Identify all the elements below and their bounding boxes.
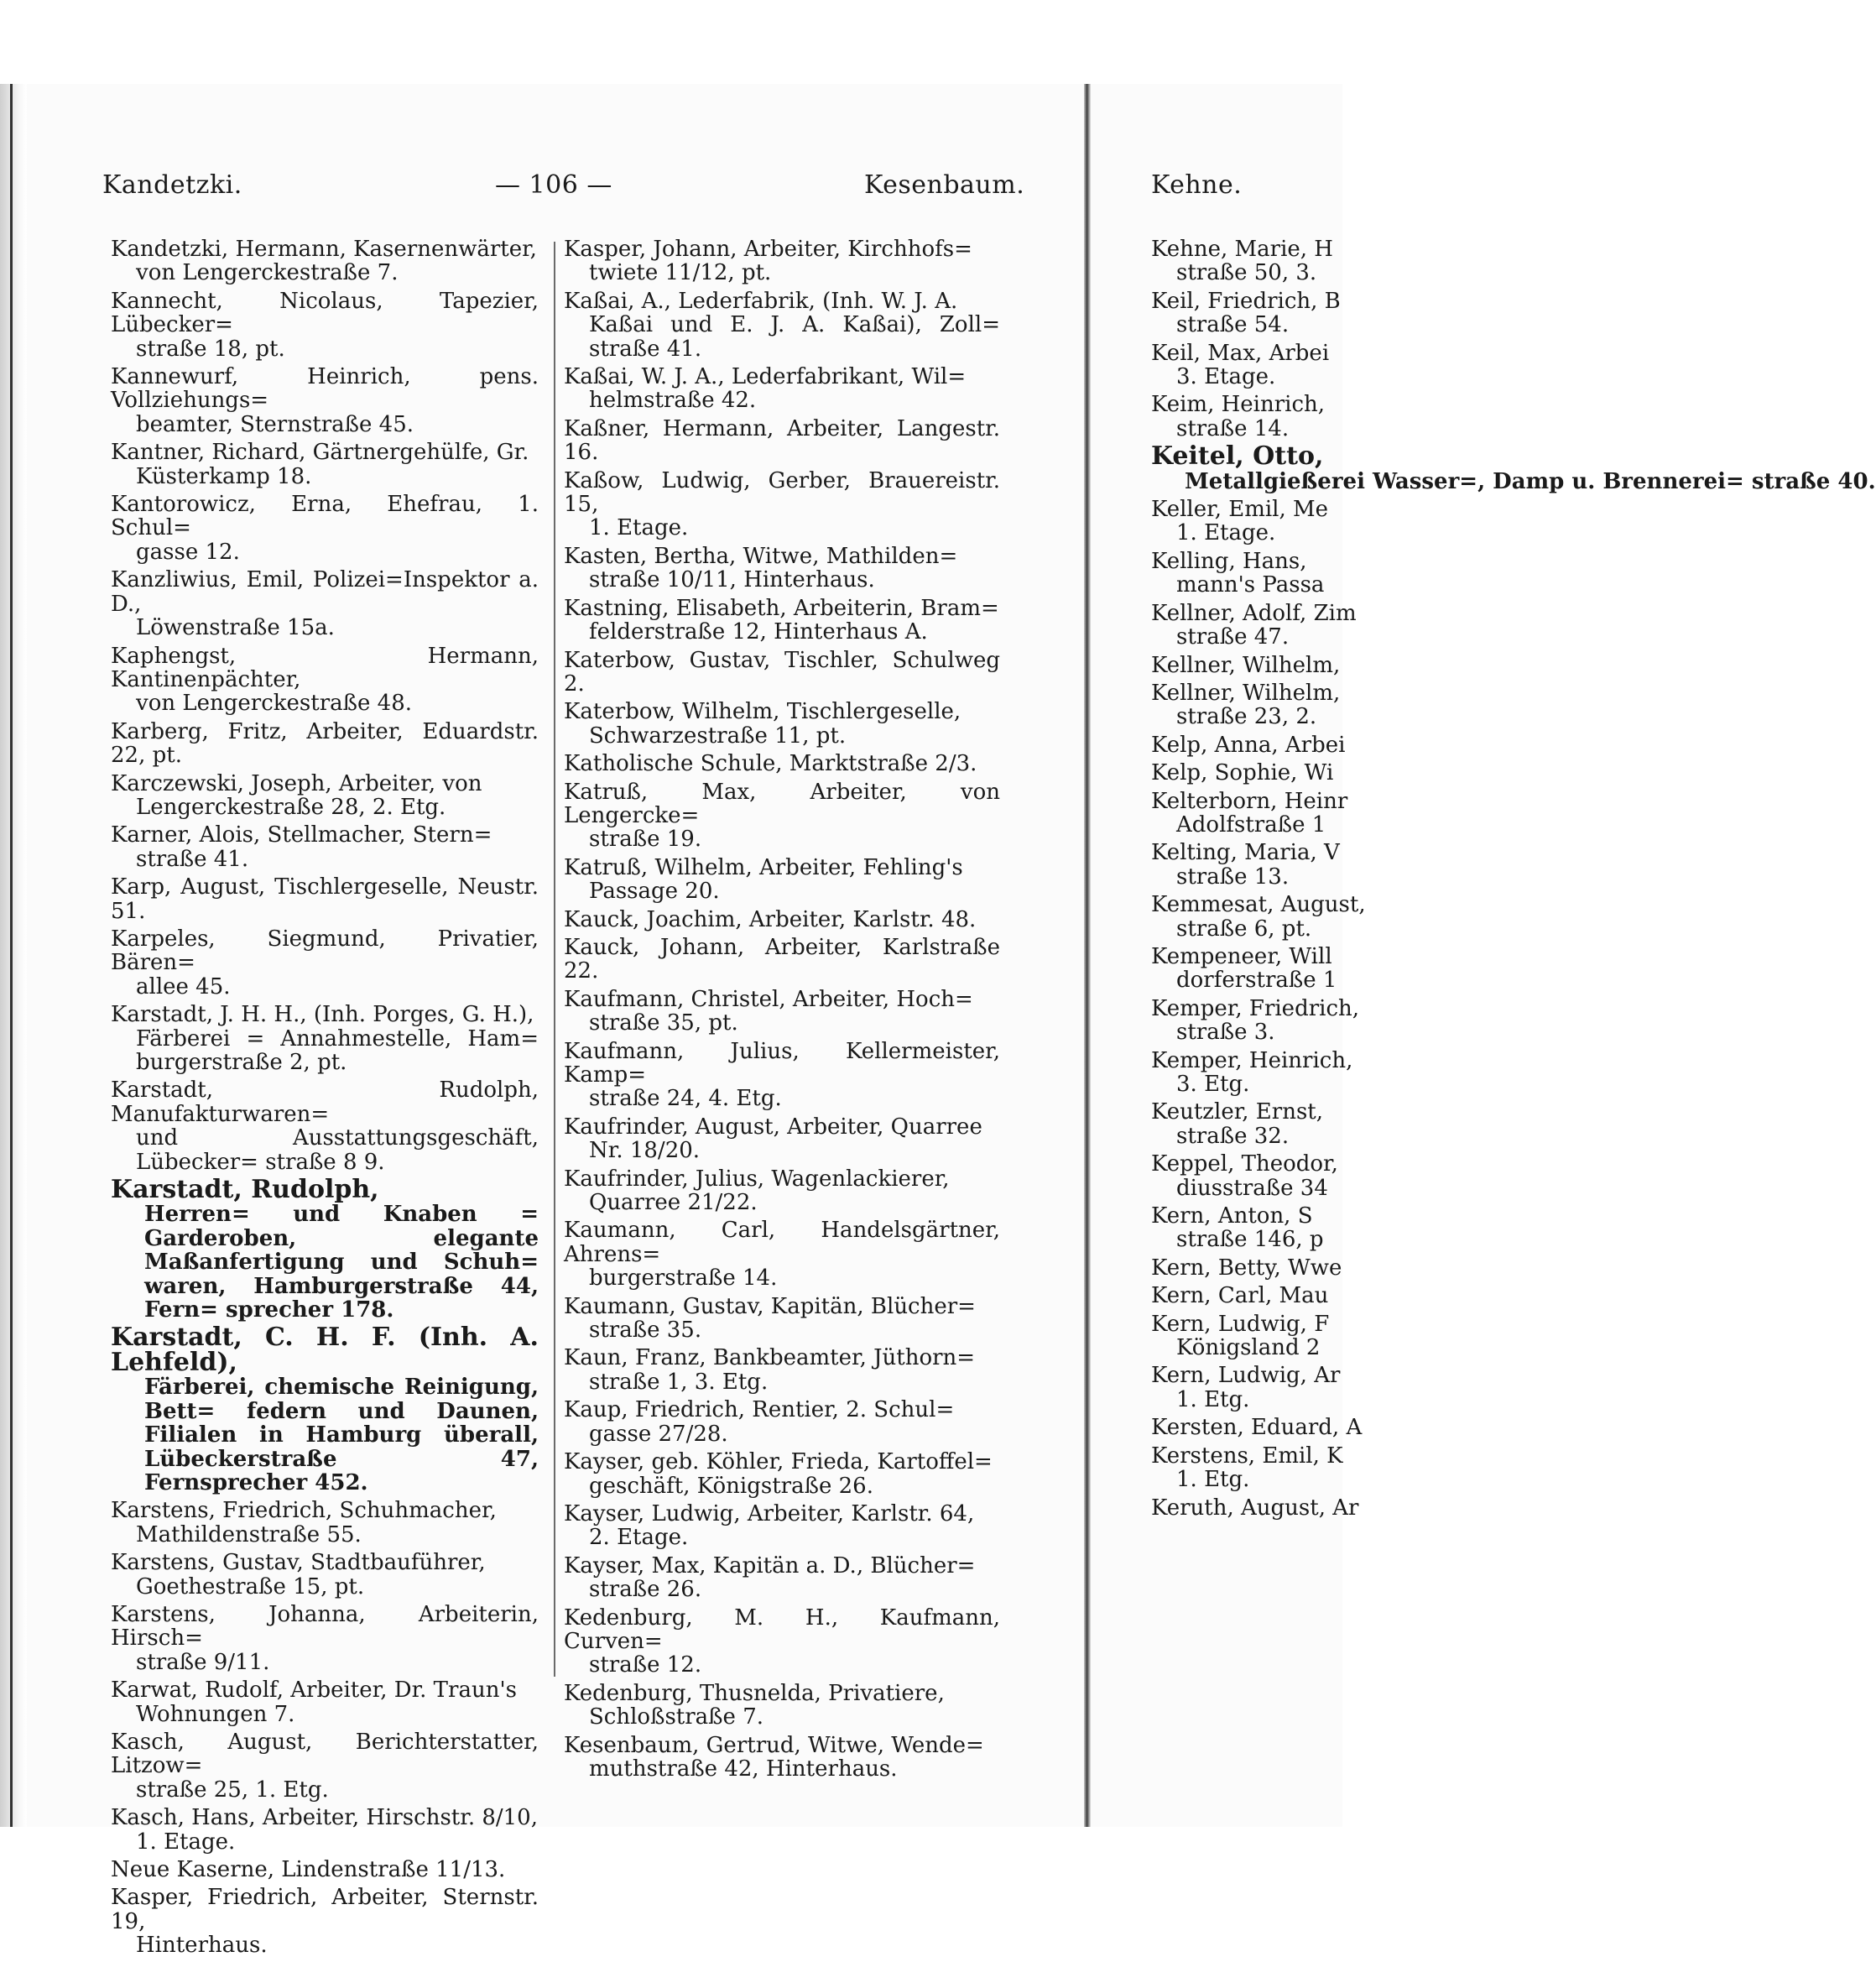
entry-name-line: Kayser, Ludwig, Arbeiter, Karlstr. 64, [564,1500,975,1526]
entry-name-line: Kaßai, W. J. A., Lederfabrikant, Wil= [564,364,967,390]
directory-entry [564,988,1000,1036]
directory-entry [111,875,539,923]
entry-name-line: Keruth, August, Ar [1151,1495,1359,1521]
entry-continuation: felderstraße 12, Hinterhaus A. [589,619,928,645]
entry-name-line: Kaun, Franz, Bankbeamter, Jüthorn= [564,1345,976,1371]
directory-entry [564,780,1000,852]
entry-continuation: straße 32. [1176,1123,1290,1149]
directory-entry [1151,393,1369,441]
entry-continuation: straße 6, pt. [1176,916,1312,942]
entry-continuation: Hinterhaus. [136,1933,268,1959]
entry-name-line: Kasch, Hans, Arbeiter, Hirschstr. 8/10, [111,1805,538,1831]
entry-continuation: straße 35, pt. [589,1010,738,1036]
directory-entry [111,644,539,716]
book-gutter [1084,84,1091,1827]
entry-name-line: Kemper, Heinrich, [1151,1047,1353,1073]
entry-continuation: Herren= und Knaben = Garderoben, elegante Maßanfertigung und Schuh= waren, Hamburgerstraße 44, Fern= sprecher 178. [144,1202,539,1323]
entry-name-line: Kaphengst, Hermann, Kantinenpächter, [111,643,539,692]
entry-name-line: Kelp, Anna, Arbei [1151,732,1346,758]
directory-entry [111,1678,539,1726]
entry-continuation: 1. Etg. [1176,1467,1250,1493]
directory-entry-advertisement [1151,441,1876,494]
directory-entry [1151,1284,1369,1307]
entry-continuation: straße 3. [1176,1020,1275,1046]
directory-entry [1151,1256,1369,1280]
entry-continuation: dorferstraße 1 [1176,968,1337,994]
directory-entry [111,493,539,564]
directory-entry [564,1115,1000,1163]
entry-continuation: diusstraße 34 [1176,1175,1328,1201]
entry-name-line: Kern, Carl, Mau [1151,1283,1329,1309]
entry-name-line: Kauck, Johann, Arbeiter, Karlstraße 22. [564,934,1000,984]
directory-entry [111,927,539,999]
entry-name-line: Keim, Heinrich, [1151,392,1326,418]
entry-continuation: 1. Etage. [589,515,689,541]
entry-continuation: 2. Etage. [589,1525,689,1551]
running-head-right: Kesenbaum. [864,170,1025,200]
directory-entry [564,1040,1000,1111]
directory-entry [111,1003,539,1074]
directory-entry [1151,761,1369,785]
directory-entry [111,1078,539,1174]
directory-entry [1151,893,1369,941]
directory-entry [1151,1364,1369,1411]
directory-entry [1151,498,1369,545]
entry-name-line: Kastning, Elisabeth, Arbeiterin, Bram= [564,595,999,621]
entry-continuation: Löwenstraße 15a. [136,615,335,641]
entry-name-line: Kaufmann, Julius, Kellermeister, Kamp= [564,1038,1000,1088]
entry-name-line: Keutzler, Ernst, [1151,1099,1324,1125]
entry-continuation: 3. Etg. [1176,1072,1250,1097]
entry-name-line: Karstens, Friedrich, Schuhmacher, [111,1498,497,1524]
entry-name-line: Kaufrinder, Julius, Wagenlackierer, [564,1166,950,1192]
entry-name-line: Kesenbaum, Gertrud, Witwe, Wende= [564,1732,984,1758]
directory-entry [1151,945,1369,993]
entry-continuation: Quarree 21/22. [589,1190,758,1216]
entry-name-line: Kelling, Hans, [1151,548,1307,574]
entry-name-line: Kayser, geb. Köhler, Frieda, Kartoffel= [564,1449,993,1475]
entry-name-line: Kern, Ludwig, Ar [1151,1363,1341,1389]
entry-name-line: Keitel, Otto, [1151,441,1324,472]
directory-entry [564,1734,1000,1782]
directory-entry [564,1682,1000,1730]
entry-continuation: 1. Etg. [1176,1386,1250,1412]
entry-continuation: und Ausstattungsgeschäft, Lübecker= straße 8 9. [136,1125,539,1175]
directory-entry [564,290,1000,361]
running-head-left: Kandetzki. [102,170,242,200]
book-edge-line [10,84,13,1827]
entry-continuation: straße 35. [589,1318,702,1344]
entry-continuation: 1. Etage. [136,1829,236,1855]
entry-name-line: Karp, August, Tischlergeselle, Neustr. 51. [111,874,539,924]
entry-continuation: von Lengerckestraße 48. [136,691,412,717]
directory-entry [111,720,539,768]
entry-continuation: straße 41. [136,846,249,872]
directory-column-left [111,237,539,1962]
entry-continuation: straße 1, 3. Etg. [589,1369,769,1395]
entry-name-line: Karstadt, J. H. H., (Inh. Porges, G. H.), [111,1002,534,1028]
entry-continuation: straße 12. [589,1652,702,1678]
entry-name-line: Kaumann, Carl, Handelsgärtner, Ahrens= [564,1218,1000,1267]
entry-name-line: Kehne, Marie, H [1151,237,1333,262]
directory-entry [1151,681,1369,729]
entry-continuation: von Lengerckestraße 7. [136,260,399,286]
directory-entry [564,1167,1000,1215]
directory-entry [1151,342,1369,389]
directory-entry [564,1295,1000,1343]
entry-name-line: Karstadt, Rudolph, Manufakturwaren= [111,1078,539,1127]
directory-entry [564,417,1000,465]
directory-entry [564,856,1000,904]
directory-column-middle [564,237,1000,1785]
entry-name-line: Kasper, Friedrich, Arbeiter, Sternstr. 19, [111,1885,539,1934]
entry-continuation: beamter, Sternstraße 45. [136,411,414,437]
directory-entry [111,365,539,436]
entry-continuation: straße 9/11. [136,1649,270,1675]
entry-name-line: Karstadt, Rudolph, [111,1175,379,1205]
entry-name-line: Keil, Max, Arbei [1151,340,1330,366]
directory-entry [1151,602,1369,650]
directory-entry [1151,1416,1369,1439]
entry-continuation: helmstraße 42. [589,388,757,414]
entry-name-line: Kern, Betty, Wwe [1151,1255,1342,1281]
directory-entry [1151,997,1369,1045]
directory-entry-advertisement [111,1175,539,1323]
directory-entry [564,936,1000,984]
entry-name-line: Katruß, Max, Arbeiter, von Lengercke= [564,779,1000,828]
directory-entry [111,1858,539,1881]
directory-entry [564,469,1000,540]
directory-entry [1151,1204,1369,1252]
entry-name-line: Kellner, Wilhelm, [1151,652,1341,678]
entry-name-line: Kauck, Joachim, Arbeiter, Karlstr. 48. [564,906,977,932]
entry-name-line: Kellner, Wilhelm, [1151,680,1341,706]
entry-name-line: Kaßai, A., Lederfabrik, (Inh. W. J. A. [564,288,958,314]
entry-name-line: Kaup, Friedrich, Rentier, 2. Schul= [564,1397,955,1423]
directory-entry [1151,1496,1369,1520]
directory-entry [564,1450,1000,1498]
entry-continuation: Kaßai und E. J. A. Kaßai), Zoll= straße 41. [589,312,1000,362]
entry-continuation: Färberei, chemische Reinigung, Bett= federn und Daunen, Filialen in Hamburg überall, Lübeckerstraße 47, Fernsprecher 452. [144,1375,539,1495]
entry-name-line: Karberg, Fritz, Arbeiter, Eduardstr. 22, pt. [111,718,539,769]
entry-name-line: Karpeles, Siegmund, Privatier, Bären= [111,926,539,976]
directory-entry [564,752,1000,775]
entry-name-line: Karstadt, C. H. F. (Inh. A. Lehfeld), [111,1323,539,1377]
entry-continuation: Metallgießerei Wasser=, Damp u. Brennerei= straße 40. [1185,468,1876,494]
entry-name-line: Kedenburg, Thusnelda, Privatiere, [564,1680,945,1706]
directory-entry [1151,841,1369,889]
directory-entry [564,908,1000,931]
directory-entry [564,597,1000,644]
entry-continuation: straße 26. [589,1577,702,1603]
directory-entry [111,1886,539,1957]
entry-name-line: Kasch, August, Berichterstatter, Litzow= [111,1729,539,1779]
entry-continuation: muthstraße 42, Hinterhaus. [589,1756,898,1782]
entry-name-line: Neue Kaserne, Lindenstraße 11/13. [111,1857,506,1882]
entry-name-line: Kerstens, Emil, K [1151,1443,1343,1469]
directory-entry [111,772,539,820]
entry-name-line: Kantorowicz, Erna, Ehefrau, 1. Schul= [111,492,539,541]
entry-name-line: Kemmesat, August, [1151,892,1366,918]
entry-continuation: Schloßstraße 7. [589,1704,763,1730]
directory-entry [564,700,1000,748]
directory-entry [1151,1152,1369,1200]
directory-entry [564,1502,1000,1550]
directory-entry [1151,1444,1369,1492]
directory-entry [111,823,539,871]
directory-entry [1151,1049,1369,1097]
entry-continuation: straße 18, pt. [136,336,285,362]
entry-name-line: Kersten, Eduard, A [1151,1415,1363,1441]
entry-name-line: Katholische Schule, Marktstraße 2/3. [564,751,977,777]
entry-continuation: twiete 11/12, pt. [589,260,772,286]
entry-name-line: Kaßner, Hermann, Arbeiter, Langestr. 16. [564,415,1000,466]
directory-entry [1151,733,1369,757]
entry-continuation: straße 47. [1176,624,1290,650]
entry-continuation: geschäft, Königstraße 26. [589,1473,873,1499]
entry-continuation: 1. Etage. [1176,520,1276,546]
entry-name-line: Kasper, Johann, Arbeiter, Kirchhofs= [564,237,972,262]
entry-continuation: 3. Etage. [1176,364,1276,390]
directory-entry [1151,1100,1369,1148]
entry-name-line: Kedenburg, M. H., Kaufmann, Curven= [564,1605,1000,1654]
entry-continuation: Schwarzestraße 11, pt. [589,723,847,749]
directory-entry [564,545,1000,592]
entry-name-line: Kern, Ludwig, F [1151,1311,1330,1337]
entry-name-line: Kantner, Richard, Gärtnergehülfe, Gr. [111,440,529,466]
book-edge-shadow [0,84,27,1827]
entry-name-line: Kelterborn, Heinr [1151,788,1348,814]
entry-name-line: Kaufmann, Christel, Arbeiter, Hoch= [564,986,973,1012]
column-divider [554,242,555,1677]
entry-name-line: Kellner, Adolf, Zim [1151,600,1357,626]
entry-continuation: Adolfstraße 1 [1176,811,1326,838]
entry-name-line: Kanzliwius, Emil, Polizei=Inspektor a. D., [111,567,539,617]
entry-name-line: Karstens, Gustav, Stadtbauführer, [111,1550,486,1576]
directory-entry [111,1603,539,1674]
entry-continuation: straße 54. [1176,312,1290,338]
directory-entry [111,1551,539,1599]
entry-continuation: Mathildenstraße 55. [136,1521,362,1547]
next-page-running-head: Kehne. [1151,170,1243,200]
page-number: — 106 — [495,170,612,200]
directory-entry [111,1730,539,1802]
entry-name-line: Keil, Friedrich, B [1151,288,1341,314]
entry-name-line: Kemper, Friedrich, [1151,995,1360,1021]
directory-entry [564,1554,1000,1602]
directory-entry [564,1398,1000,1446]
entry-name-line: Kaßow, Ludwig, Gerber, Brauereistr. 15, [564,467,1000,518]
directory-column-next-page [1151,237,1876,1524]
entry-continuation: straße 50, 3. [1176,260,1317,286]
entry-continuation: mann's Passa [1176,572,1325,598]
entry-name-line: Katerbow, Gustav, Tischler, Schulweg 2. [564,647,1000,697]
entry-continuation: Goethestraße 15, pt. [136,1573,365,1599]
entry-name-line: Kaufrinder, August, Arbeiter, Quarree [564,1114,982,1140]
entry-name-line: Kempeneer, Will [1151,943,1332,969]
entry-continuation: straße 13. [1176,864,1290,890]
entry-name-line: Kelp, Sophie, Wi [1151,760,1334,786]
entry-name-line: Kasten, Bertha, Witwe, Mathilden= [564,543,958,569]
entry-continuation: gasse 12. [136,539,240,565]
entry-continuation: straße 19. [589,827,702,853]
entry-name-line: Karner, Alois, Stellmacher, Stern= [111,822,492,848]
entry-continuation: Küsterkamp 18. [136,463,312,489]
entry-name-line: Karstens, Johanna, Arbeiterin, Hirsch= [111,1601,539,1652]
entry-continuation: straße 25, 1. Etg. [136,1777,329,1803]
entry-name-line: Kayser, Max, Kapitän a. D., Blücher= [564,1552,976,1578]
entry-name-line: Keppel, Theodor, [1151,1151,1338,1177]
directory-entry [111,1499,539,1547]
directory-entry [564,1218,1000,1290]
directory-entry [564,365,1000,413]
directory-entry [564,1606,1000,1678]
entry-name-line: Keller, Emil, Me [1151,497,1329,523]
entry-name-line: Kannewurf, Heinrich, pens. Vollziehungs= [111,364,539,414]
entry-continuation: straße 146, p [1176,1227,1324,1253]
directory-entry [1151,654,1369,677]
entry-continuation: straße 23, 2. [1176,704,1317,730]
entry-name-line: Kelting, Maria, V [1151,840,1340,866]
entry-name-line: Katerbow, Wilhelm, Tischlergeselle, [564,699,961,725]
directory-entry [111,237,539,285]
entry-continuation: burgerstraße 14. [589,1265,778,1291]
entry-name-line: Kern, Anton, S [1151,1203,1313,1229]
directory-entry [1151,550,1369,597]
directory-entry [564,1346,1000,1394]
directory-entry [564,649,1000,697]
entry-continuation: Wohnungen 7. [136,1701,295,1727]
directory-entry [111,1806,539,1854]
entry-name-line: Kaumann, Gustav, Kapitän, Blücher= [564,1293,976,1319]
entry-continuation: Lengerckestraße 28, 2. Etg. [136,794,446,820]
directory-entry [1151,237,1369,285]
directory-entry [564,237,1000,285]
entry-name-line: Katruß, Wilhelm, Arbeiter, Fehling's [564,854,963,880]
directory-entry [1151,1312,1369,1360]
entry-continuation: Färberei = Annahmestelle, Ham= burgerstraße 2, pt. [136,1025,539,1075]
entry-name-line: Karczewski, Joseph, Arbeiter, von [111,770,482,796]
entry-continuation: straße 10/11, Hinterhaus. [589,567,875,593]
entry-name-line: Kandetzki, Hermann, Kasernenwärter, [111,237,537,262]
entry-continuation: Königsland 2 [1176,1335,1321,1361]
directory-entry [111,290,539,361]
entry-continuation: allee 45. [136,973,231,999]
entry-name-line: Karwat, Rudolf, Arbeiter, Dr. Traun's [111,1678,517,1704]
directory-entry [111,568,539,639]
entry-continuation: straße 14. [1176,415,1290,441]
directory-entry [1151,790,1369,838]
entry-continuation: gasse 27/28. [589,1421,728,1447]
entry-continuation: Nr. 18/20. [589,1138,701,1164]
directory-entry-advertisement [111,1323,539,1495]
directory-entry [1151,290,1369,337]
directory-entry [111,441,539,488]
entry-continuation: Passage 20. [589,879,720,905]
entry-continuation: straße 24, 4. Etg. [589,1086,782,1112]
entry-name-line: Kannecht, Nicolaus, Tapezier, Lübecker= [111,288,539,338]
scan-background-top [0,0,1342,84]
